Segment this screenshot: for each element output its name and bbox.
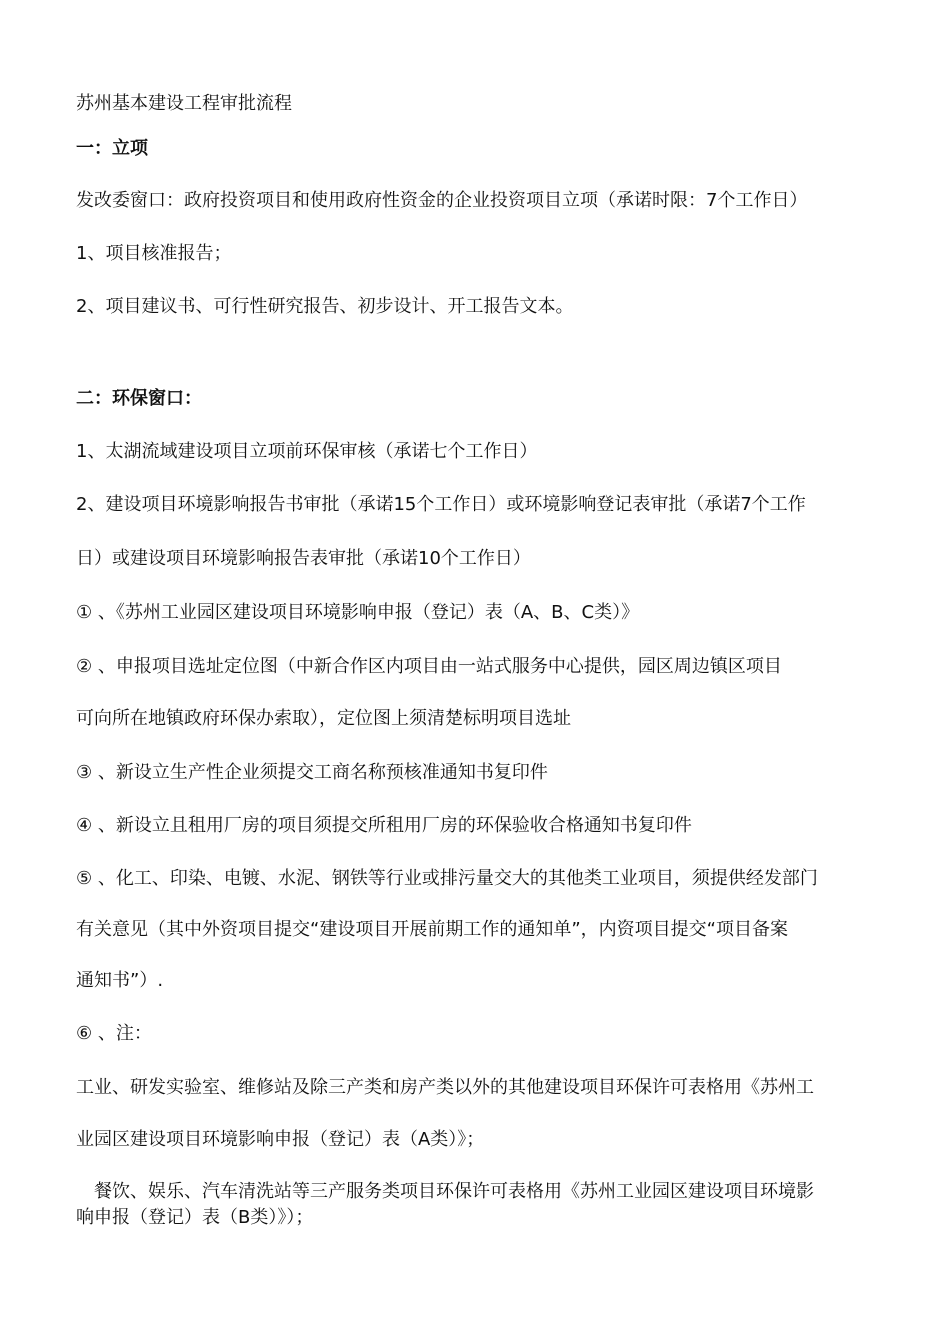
note-2-line-2: 响申报（登记）表（B类）》）；: [76, 1207, 314, 1228]
note-2-line-1: 餐饮、娱乐、汽车清洗站等三产服务类项目环保许可表格用《苏州工业园区建设项目环境影: [76, 1181, 814, 1202]
section-1-heading: 一：立项: [76, 138, 148, 159]
circled-item-1: ① 、《苏州工业园区建设项目环境影响申报（登记）表（A、B、C类）》: [76, 602, 640, 623]
section-1-item-1: 1、项目核准报告；: [76, 243, 232, 264]
section-1-item-2: 2、项目建议书、可行性研究报告、初步设计、开工报告文本。: [76, 296, 574, 317]
section-2-item-1: 1、太湖流域建设项目立项前环保审核（承诺七个工作日）: [76, 441, 538, 462]
section-2-heading: 二：环保窗口：: [76, 388, 202, 409]
circled-item-5-line-3: 通知书”）.: [76, 970, 164, 991]
circled-item-5-line-2: 有关意见（其中外资项目提交“建设项目开展前期工作的通知单”，内资项目提交“项目备案: [76, 919, 788, 940]
circled-item-2-line-1: ② 、申报项目选址定位图（中新合作区内项目由一站式服务中心提供，园区周边镇区项目: [76, 656, 782, 677]
circled-item-2-line-2: 可向所在地镇政府环保办索取），定位图上须清楚标明项目选址: [76, 708, 571, 729]
circled-item-5-line-1: ⑤ 、化工、印染、电镀、水泥、钢铁等行业或排污量交大的其他类工业项目，须提供经发部门: [76, 868, 818, 889]
circled-item-4: ④ 、新设立且租用厂房的项目须提交所租用厂房的环保验收合格通知书复印件: [76, 815, 692, 836]
circled-item-6: ⑥ 、注：: [76, 1023, 152, 1044]
section-2-item-2-line-2: 日）或建设项目环境影响报告表审批（承诺10个工作日）: [76, 548, 531, 569]
circled-item-3: ③ 、新设立生产性企业须提交工商名称预核准通知书复印件: [76, 762, 548, 783]
note-1-line-1: 工业、研发实验室、维修站及除三产类和房产类以外的其他建设项目环保许可表格用《苏州工: [76, 1077, 814, 1098]
note-1-line-2: 业园区建设项目环境影响申报（登记）表（A类）》；: [76, 1129, 485, 1150]
section-1-line: 发改委窗口：政府投资项目和使用政府性资金的企业投资项目立项（承诺时限：7个工作日）: [76, 190, 808, 211]
document-title: 苏州基本建设工程审批流程: [76, 93, 292, 114]
section-2-item-2-line-1: 2、建设项目环境影响报告书审批（承诺15个工作日）或环境影响登记表审批（承诺7个工作: [76, 494, 806, 515]
